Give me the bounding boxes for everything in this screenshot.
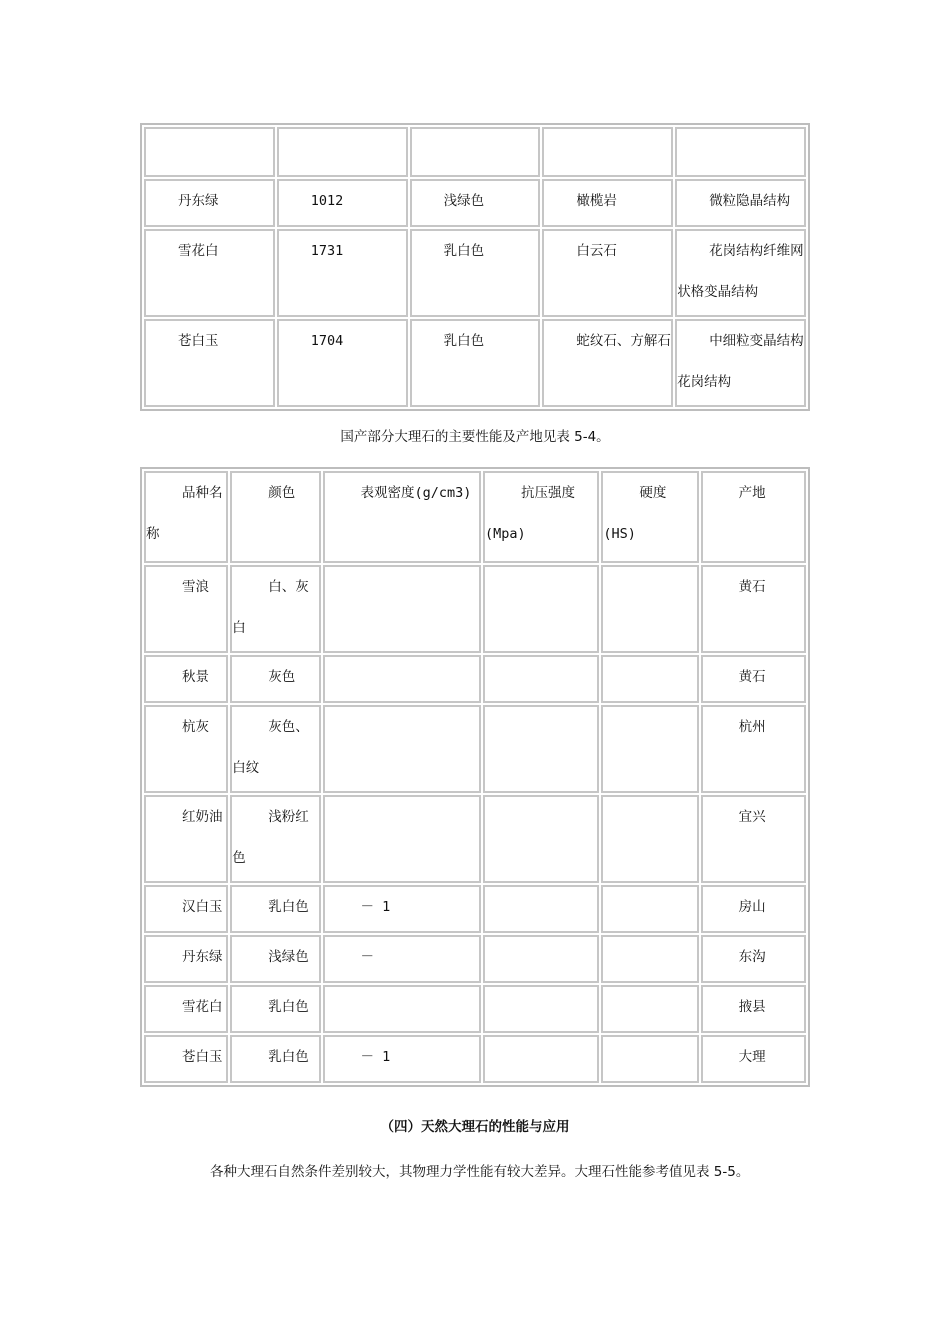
body-paragraph: 各种大理石自然条件差别较大，其物理力学性能有较大差异。大理石性能参考值见表 5-5。 — [210, 1164, 750, 1180]
table-cell: 1731 — [277, 229, 408, 317]
table-cell: 乳白色 — [230, 885, 320, 933]
table-cell: 蛇纹石、方解石 — [542, 319, 673, 407]
table-cell: 房山 — [701, 885, 806, 933]
table-cell — [323, 705, 481, 793]
table-cell: 乳白色 — [230, 1035, 320, 1083]
table-cell: 杭州 — [701, 705, 806, 793]
section-heading: （四）天然大理石的性能与应用 — [380, 1119, 570, 1135]
table-cell: 汉白玉 — [144, 885, 228, 933]
table-cell — [601, 655, 698, 703]
table-row — [144, 885, 806, 933]
table-cell: 1704 — [277, 319, 408, 407]
table-cell: 白云石 — [542, 229, 673, 317]
column-header: 品种名称 — [144, 471, 228, 563]
table-cell: 大理 — [701, 1035, 806, 1083]
table-cell — [483, 885, 599, 933]
table-cell — [323, 655, 481, 703]
table-cell — [601, 985, 698, 1033]
table-row — [144, 655, 806, 703]
table-cell — [323, 795, 481, 883]
table-cell: 乳白色 — [410, 229, 541, 317]
table-cell — [601, 1035, 698, 1083]
table-cell: 中细粒变晶结构花岗结构 — [675, 319, 806, 407]
column-header: 抗压强度(Mpa) — [483, 471, 599, 563]
table-cell: 橄榄岩 — [542, 179, 673, 227]
table-cell — [483, 1035, 599, 1083]
table-cell: 宜兴 — [701, 795, 806, 883]
table-cell: 雪花白 — [144, 229, 275, 317]
marble-properties-table-2 — [140, 467, 810, 1087]
table-cell — [601, 565, 698, 653]
table-cell: 浅绿色 — [230, 935, 320, 983]
table-cell: － — [323, 935, 481, 983]
table-cell: 白、灰白 — [230, 565, 320, 653]
table-cell: － 1 — [323, 885, 481, 933]
table-cell: 丹东绿 — [144, 935, 228, 983]
table-cell: 苍白玉 — [144, 319, 275, 407]
table-cell: 杭灰 — [144, 705, 228, 793]
table-cell — [483, 565, 599, 653]
table-cell — [144, 127, 275, 177]
table-cell: 微粒隐晶结构 — [675, 179, 806, 227]
column-header: 产地 — [701, 471, 806, 563]
table-cell — [483, 935, 599, 983]
table-cell: 乳白色 — [230, 985, 320, 1033]
table-cell: 东沟 — [701, 935, 806, 983]
table-cell: 掖县 — [701, 985, 806, 1033]
table-cell: 灰色、白纹 — [230, 705, 320, 793]
table-cell — [410, 127, 541, 177]
table-row — [144, 229, 806, 317]
table-cell — [675, 127, 806, 177]
table-cell — [323, 565, 481, 653]
table-cell: 红奶油 — [144, 795, 228, 883]
table-cell: 灰色 — [230, 655, 320, 703]
table-cell: 1012 — [277, 179, 408, 227]
table-cell: 秋景 — [144, 655, 228, 703]
table-row — [144, 319, 806, 407]
table-cell — [323, 985, 481, 1033]
column-header: 颜色 — [230, 471, 320, 563]
table-cell — [601, 935, 698, 983]
table-cell: 黄石 — [701, 655, 806, 703]
table-cell — [483, 655, 599, 703]
table-cell — [542, 127, 673, 177]
table-cell — [483, 795, 599, 883]
table-cell: 雪浪 — [144, 565, 228, 653]
table-cell: 乳白色 — [410, 319, 541, 407]
table-row — [144, 985, 806, 1033]
table-cell — [601, 885, 698, 933]
table-cell: 丹东绿 — [144, 179, 275, 227]
table-cell — [601, 705, 698, 793]
table-row — [144, 705, 806, 793]
table-header-row — [144, 471, 806, 563]
column-header: 表观密度(g/cm3) — [323, 471, 481, 563]
table-cell: 浅绿色 — [410, 179, 541, 227]
table-cell: 苍白玉 — [144, 1035, 228, 1083]
table-cell: 黄石 — [701, 565, 806, 653]
table-cell — [277, 127, 408, 177]
table-cell — [601, 795, 698, 883]
table-row — [144, 935, 806, 983]
table-row — [144, 179, 806, 227]
table-cell: 浅粉红色 — [230, 795, 320, 883]
table-row — [144, 795, 806, 883]
table-caption: 国产部分大理石的主要性能及产地见表 5-4。 — [340, 429, 610, 445]
table-cell: － 1 — [323, 1035, 481, 1083]
table-cell — [483, 705, 599, 793]
table-cell — [483, 985, 599, 1033]
table-cell: 花岗结构纤维网状格变晶结构 — [675, 229, 806, 317]
column-header: 硬度(HS) — [601, 471, 698, 563]
table-cell: 雪花白 — [144, 985, 228, 1033]
table-row — [144, 127, 806, 177]
table-row — [144, 565, 806, 653]
table-row — [144, 1035, 806, 1083]
marble-properties-table-1 — [140, 123, 810, 411]
